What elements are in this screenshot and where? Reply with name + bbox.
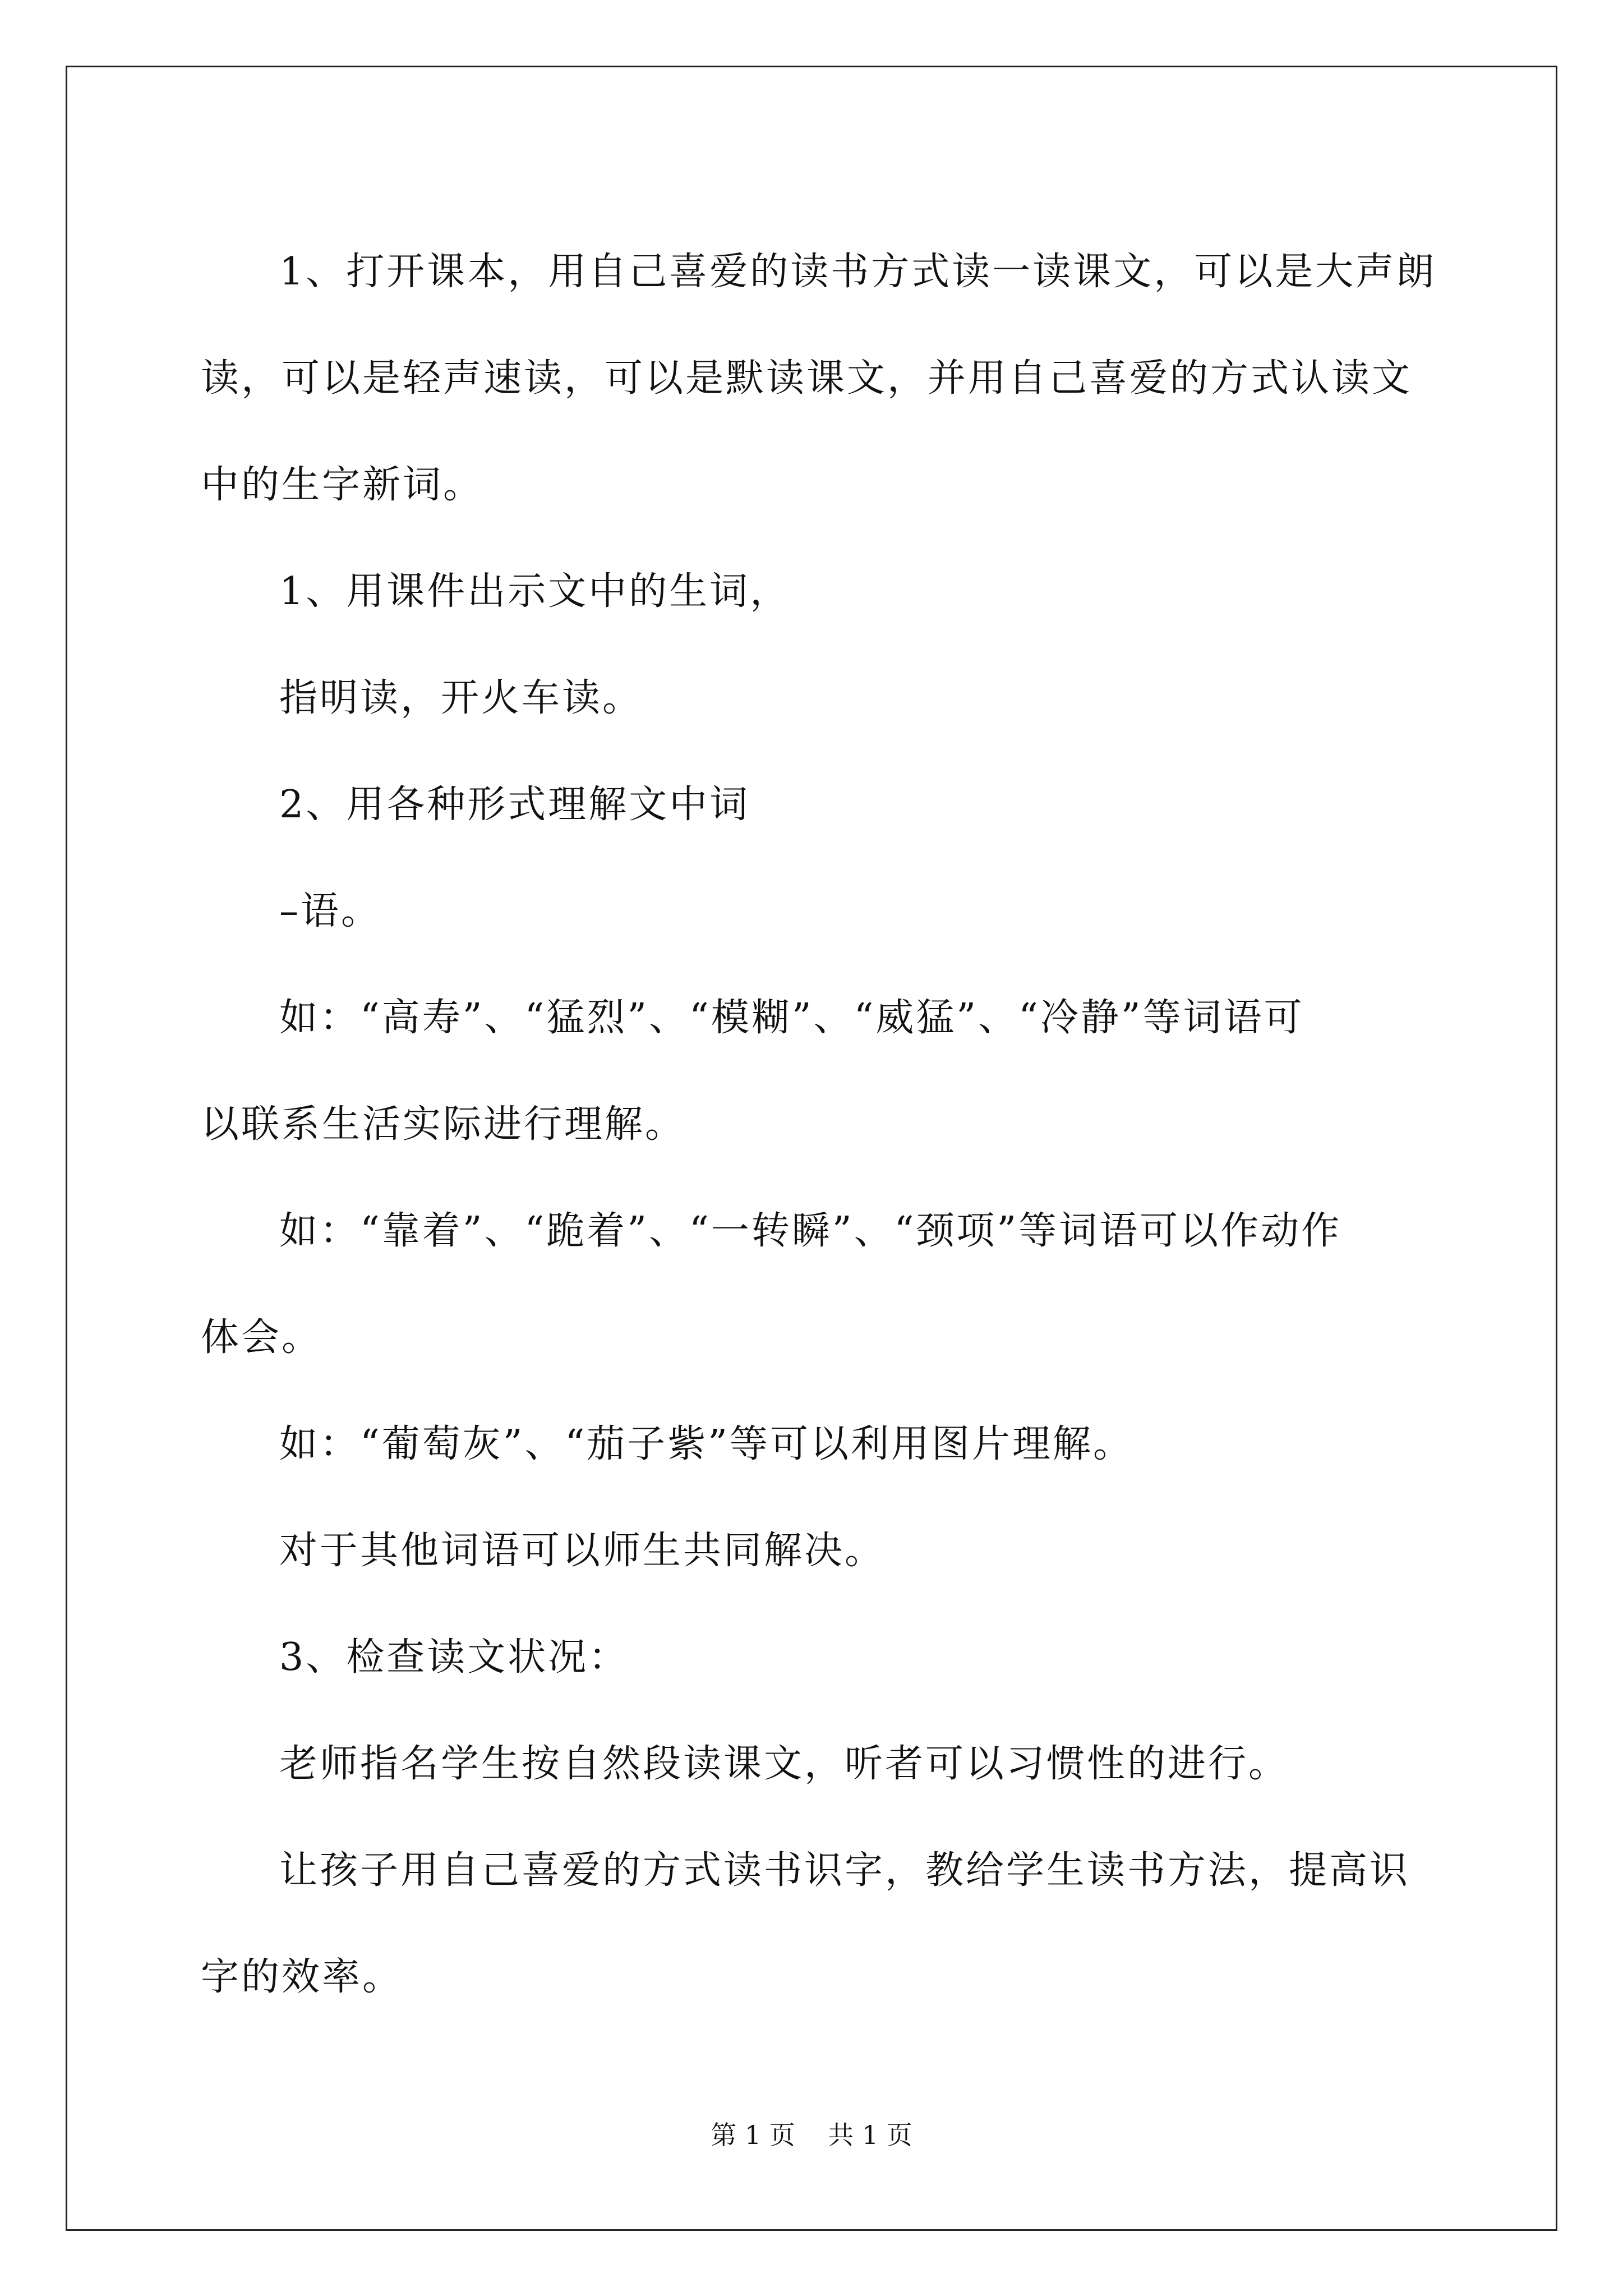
paragraph-7-line-1: 如：“靠着”、“跪着”、“一转瞬”、“颈项”等词语可以作动作 bbox=[279, 1209, 1342, 1253]
paragraph-9: 对于其他词语可以师生共同解决。 bbox=[279, 1529, 886, 1573]
paragraph-3: 指明读，开火车读。 bbox=[279, 676, 643, 720]
paragraph-10: 3、检查读文状况： bbox=[279, 1635, 629, 1680]
paragraph-4: 2、用各种形式理解文中词 bbox=[279, 783, 750, 827]
paragraph-12-line-1: 让孩子用自己喜爱的方式读书识字，教给学生读书方法，提高识 bbox=[279, 1848, 1410, 1893]
paragraph-2: 1、用课件出示文中的生词， bbox=[279, 569, 791, 614]
paragraph-6-line-2: 以联系生活实际进行理解。 bbox=[201, 1102, 686, 1147]
paragraph-8: 如：“葡萄灰”、“茄子紫”等可以利用图片理解。 bbox=[279, 1422, 1134, 1466]
paragraph-1-line-1: 1、打开课本，用自己喜爱的读书方式读一读课文，可以是大声朗 bbox=[279, 250, 1437, 294]
page-number-footer: 第 1 页 共 1 页 bbox=[711, 2120, 912, 2150]
paragraph-6-line-1: 如：“高寿”、“猛烈”、“模糊”、“威猛”、“冷静”等词语可 bbox=[279, 996, 1304, 1040]
paragraph-1-line-3: 中的生字新词。 bbox=[201, 463, 484, 507]
paragraph-5: –语。 bbox=[279, 889, 382, 933]
paragraph-1-line-2: 读，可以是轻声速读，可以是默读课文，并用自己喜爱的方式认读文 bbox=[201, 356, 1413, 401]
paragraph-7-line-2: 体会。 bbox=[201, 1315, 322, 1360]
document-body bbox=[201, 219, 1435, 2031]
paragraph-12-line-2: 字的效率。 bbox=[201, 1955, 403, 1999]
paragraph-11: 老师指名学生按自然段读课文，听者可以习惯性的进行。 bbox=[279, 1742, 1289, 1786]
